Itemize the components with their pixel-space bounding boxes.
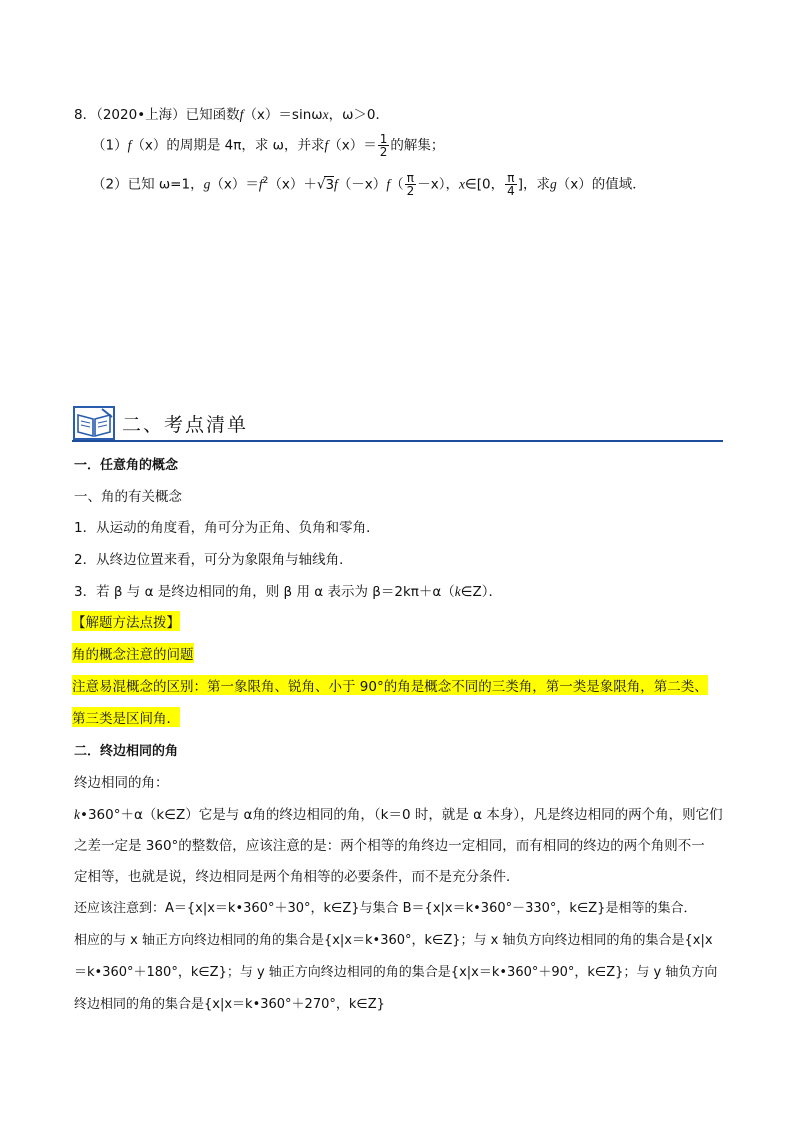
stem-f: f [239, 107, 244, 122]
part1-text-3: 的解集； [390, 137, 445, 154]
fraction-one-half [378, 133, 390, 158]
fraction-pi-over-2 [405, 172, 417, 197]
paragraph-3-line-3: 终边相同的角的集合是{x|x＝k•360°＋270°，k∈Z} [74, 997, 385, 1012]
book-icon [72, 405, 116, 441]
heading-any-angle: 一．任意角的概念 [74, 458, 179, 473]
part2-g3: g [550, 176, 557, 192]
method-note-line-2: 第三类是区间角． [72, 707, 180, 727]
problem-source: （2020•上海） [96, 107, 186, 123]
list-item-3 [74, 580, 502, 600]
stem-x: x [322, 107, 329, 122]
part2-text: （x）＝ [210, 176, 259, 193]
fraction-denominator: 2 [406, 184, 415, 198]
method-note-line-1: 注意易混概念的区别：第一象限角、锐角、小于 90°的角是概念不同的三类角，第一类是象限角，第二类、 [72, 675, 708, 695]
item3-text-2: ∈Z）． [460, 584, 503, 600]
problem-number: 8． [74, 107, 97, 123]
part1-f: f [127, 137, 132, 153]
part2-f4: f [386, 176, 391, 192]
fraction-numerator: π [405, 172, 417, 185]
fraction-denominator: 4 [507, 184, 515, 198]
part2-text-6: ∈[0， [464, 176, 505, 193]
subheading-angle-concepts: 一、角的有关概念 [74, 489, 182, 505]
heading-coterminal-angles: 二．终边相同的角 [74, 744, 179, 759]
part2-x: x [458, 176, 465, 192]
paragraph-1-line-3: 定相等，也就是说，终边相同是两个角相等的必要条件，而不是充分条件． [74, 869, 520, 885]
part1-text-2: （x）＝ [328, 137, 377, 154]
list-item-2: 2．从终边位置来看，可分为象限角与轴线角． [74, 552, 353, 568]
section-title: 二、考点清单 [122, 414, 249, 436]
item3-text: 3．若 β 与 α 是终边相同的角，则 β 用 α 表示为 β＝2kπ＋α（ [74, 584, 455, 600]
part2-text-3: （－x） [337, 176, 387, 193]
problem-part-1 [92, 133, 444, 158]
paragraph-1-line-2: 之差一定是 360°的整数倍，应该注意的是：两个相等的角终边一定相同，而有相同的终边的两个角则不一 [74, 838, 705, 854]
sqrt-three: 3 [325, 176, 335, 193]
part2-f: f [258, 176, 263, 192]
fraction-numerator: 1 [379, 132, 388, 146]
problem-stem [74, 103, 389, 123]
subheading-coterminal: 终边相同的角： [74, 775, 169, 791]
paragraph-3-line-1: 相应的与 x 轴正方向终边相同的角的集合是{x|x＝k•360°，k∈Z}；与 x 轴负方向终边相同的角的集合是{x|x [74, 933, 713, 948]
item3-k: k [454, 584, 461, 599]
part2-text-8: （x）的值域． [556, 176, 646, 193]
part1-label: （1） [92, 137, 128, 154]
part2-f3: f [334, 176, 338, 192]
paragraph-1-line-1 [74, 803, 723, 823]
part2-superscript: 2 [262, 176, 269, 186]
method-tag: 【解题方法点拨】 [72, 611, 180, 631]
stem-text-3: ，ω＞0． [328, 107, 389, 123]
fraction-pi-over-4 [505, 172, 517, 197]
p1-text: •360°＋α（k∈Z）它是与 α角的终边相同的角，（k＝0 时，就是 α 本身），凡是终边相同的两个角，则它们 [80, 807, 723, 823]
part2-text-2: （x）＋ [268, 176, 317, 193]
part1-text: （x）的周期是 4π，求 ω，并求 [131, 137, 325, 154]
part1-f2: f [324, 137, 329, 153]
list-item-1: 1．从运动的角度看，角可分为正角、负角和零角． [74, 520, 380, 536]
paragraph-2: 还应该注意到：A＝{x|x＝k•360°＋30°，k∈Z}与集合 B＝{x|x＝k•360°－330°，k∈Z}是相等的集合． [74, 901, 697, 916]
section-divider [72, 440, 723, 442]
part2-text-7: ]，求 [517, 176, 551, 193]
part2-label: （2）已知 ω=1， [92, 176, 204, 193]
part2-g: g [203, 176, 211, 192]
stem-text-2: （x）＝sinω [243, 107, 323, 123]
part2-text-5: －x）， [417, 176, 459, 193]
method-title: 角的概念注意的问题 [72, 643, 194, 663]
fraction-denominator: 2 [379, 145, 388, 159]
paragraph-3-line-2: ＝k•360°＋180°，k∈Z}；与 y 轴正方向终边相同的角的集合是{x|x＝k•360°＋90°，k∈Z}；与 y 轴负方向 [74, 965, 718, 980]
problem-part-2: （2）已知 ω=1，$g(x)=f^2(x)+√3f(-x)f$（ $\frac{\pi}{2}$ －x），x∈[0， $\frac{\pi}{4}$ ]，求g（x）的值域． [92, 171, 646, 198]
part2-text-4: （ [390, 176, 404, 193]
fraction-numerator: π [505, 172, 517, 185]
stem-text: 已知函数 [185, 107, 240, 123]
p1-k: k [74, 807, 80, 822]
